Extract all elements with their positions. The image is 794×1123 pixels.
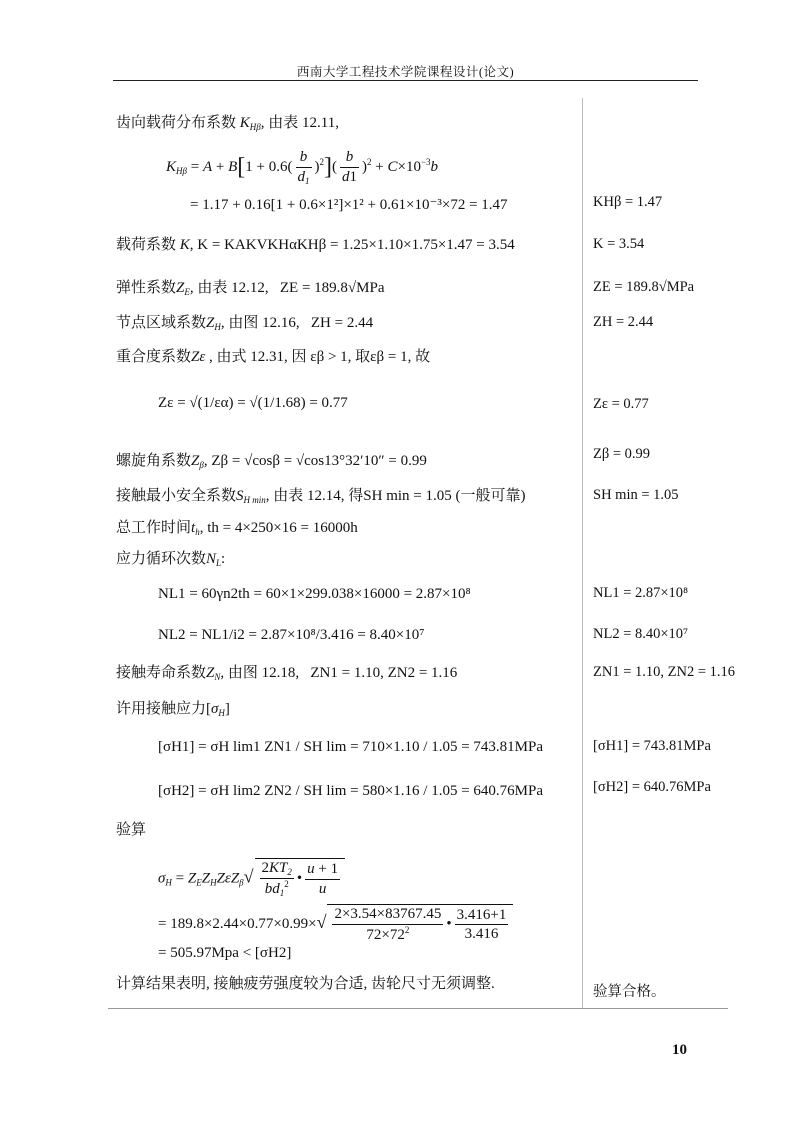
sh-line: 接触最小安全系数$S_{H min}$, 由表 12.14, 得SH min = 1.05 (一般可靠) <box>116 488 526 505</box>
zeps-source: , 由式 12.31, 因 <box>209 349 307 365</box>
nl-line: 应力循环次数$N_L$: <box>116 551 226 568</box>
result-check: 验算合格。 <box>593 984 666 1000</box>
k-intro: 载荷系数 <box>116 237 177 253</box>
khb-result: = 1.17 + 0.16[1 + 0.6×1²]×1² + 0.61×10⁻³×72 = 1.47 <box>190 197 508 213</box>
zn-line: 接触寿命系数$Z_N$, 由图 12.18, ZN1 = 1.10, ZN2 = 1.16 <box>116 665 458 682</box>
th-intro: 总工作时间 <box>116 520 192 536</box>
zh-line: 节点区域系数$Z_H$, 由图 12.16, ZH = 2.44 <box>116 315 374 332</box>
khb-line: 齿向载荷分布系数 $K_{H\beta}$, 由表 12.11, <box>116 115 339 132</box>
zh-source: , 由图 12.16, <box>220 315 300 331</box>
result-zeps: Zε = 0.77 <box>593 396 649 412</box>
sh-note: (一般可靠) <box>455 488 526 504</box>
th-equation: th = 4×250×16 = 16000h <box>207 520 358 536</box>
result-ze: ZE = 189.8√MPa <box>593 279 695 295</box>
zh-intro: 节点区域系数 <box>116 315 207 331</box>
zn-intro: 接触寿命系数 <box>116 665 207 681</box>
nl2-formula: NL2 = NL1/i2 = 2.87×10⁸/3.416 = 8.40×10⁷ <box>158 627 425 643</box>
sigma2-formula: [σH2] = σH lim2 ZN2 / SH lim = 580×1.16 / 1.05 = 640.76MPa <box>158 783 544 799</box>
result-zb: Zβ = 0.99 <box>593 446 651 462</box>
zb-line: 螺旋角系数$Z_\beta$, Zβ = √cosβ = √cos13°32′10″ = 0.99 <box>116 453 427 470</box>
k-line: 载荷系数 K, K = KAKVKHαKHβ = 1.25×1.10×1.75×1.47 = 3.54 <box>116 237 515 253</box>
result-khb: KHβ = 1.47 <box>593 194 663 210</box>
page-number: 10 <box>672 1042 687 1058</box>
conclusion: 计算结果表明, 接触疲劳强度较为合适, 齿轮尺寸无须调整. <box>116 976 495 992</box>
check-numeric: = 189.8×2.44×0.77×0.99×√ $\frac{2\times 3.54\times 83767.45}{72\times 72^2}$ • $\frac{3.416+1}{3.416}$ <box>158 904 513 945</box>
th-line: 总工作时间$t_h$, th = 4×250×16 = 16000h <box>116 520 358 537</box>
result-nl1: NL1 = 2.87×10⁸ <box>593 585 689 601</box>
sigma1-formula: [σH1] = σH lim1 ZN1 / SH lim = 710×1.10 / 1.05 = 743.81MPa <box>158 739 544 755</box>
ze-source: , 由表 12.12, <box>189 280 269 296</box>
zeps-intro: 重合度系数 <box>116 349 192 365</box>
result-sh: SH min = 1.05 <box>593 487 679 503</box>
sigma-intro: 许用接触应力 <box>116 701 207 717</box>
sh-intro: 接触最小安全系数 <box>116 488 237 504</box>
result-k: K = 3.54 <box>593 236 645 252</box>
ze-intro: 弹性系数 <box>116 280 177 296</box>
column-divider <box>582 98 583 1008</box>
ze-equation: ZE = 189.8√MPa <box>279 280 385 296</box>
zeps-condition: εβ > 1, 取εβ = 1 <box>310 349 408 365</box>
khb-intro: 齿向载荷分布系数 <box>116 115 237 131</box>
nl-intro: 应力循环次数 <box>116 551 207 567</box>
khb-source: , 由表 12.11, <box>260 115 339 131</box>
sigma-line: 许用接触应力$[\sigma_H]$ <box>116 701 230 718</box>
zb-intro: 螺旋角系数 <box>116 453 192 469</box>
k-equation: K = KAKVKHαKHβ = 1.25×1.10×1.75×1.47 = 3.54 <box>197 237 515 253</box>
zh-equation: ZH = 2.44 <box>310 315 374 331</box>
check-formula: $\sigma_H = Z_EZ_HZ\varepsilon Z_\beta√$ $\frac{2KT_2}{bd_1^2}$ • $\frac{u + 1}{u}$ <box>158 858 345 900</box>
zeps-formula: Zε = √(1/εα) = √(1/1.68) = 0.77 <box>158 395 348 411</box>
zn-equation: ZN1 = 1.10, ZN2 = 1.16 <box>310 665 458 681</box>
footer-rule <box>108 1008 728 1009</box>
nl1-formula: NL1 = 60γn2th = 60×1×299.038×16000 = 2.87×10⁸ <box>158 586 471 602</box>
sh-equation: SH min = 1.05 <box>363 488 452 504</box>
check-title: 验算 <box>116 822 147 838</box>
check-result: = 505.97Mpa < [σH2] <box>158 945 292 961</box>
zn-source: , 由图 12.18, <box>220 665 300 681</box>
document-header: 西南大学工程技术学院课程设计(论文) <box>296 65 515 79</box>
sh-source: , 由表 12.14, 得 <box>265 488 364 504</box>
result-zn: ZN1 = 1.10, ZN2 = 1.16 <box>593 664 736 680</box>
result-zh: ZH = 2.44 <box>593 314 654 330</box>
zeps-tail: , 故 <box>407 349 431 365</box>
header-rule <box>113 80 698 81</box>
zeps-line: 重合度系数Zε , 由式 12.31, 因 εβ > 1, 取εβ = 1, 故 <box>116 349 431 365</box>
ze-line: 弹性系数$Z_E$, 由表 12.12, ZE = 189.8√MPa <box>116 280 385 297</box>
zb-equation: Zβ = √cosβ = √cos13°32′10″ = 0.99 <box>211 453 427 469</box>
result-sigma2: [σH2] = 640.76MPa <box>593 779 711 795</box>
khb-formula: $K_{H\beta} = A + B[1 + 0.6$( $\frac{b}{d_1}$ )$^2$]( $\frac{b}{d1}$ )$^2 + C\times 10^{-3}b$ <box>166 149 439 186</box>
result-sigma1: [σH1] = 743.81MPa <box>593 738 711 754</box>
result-nl2: NL2 = 8.40×10⁷ <box>593 626 689 642</box>
